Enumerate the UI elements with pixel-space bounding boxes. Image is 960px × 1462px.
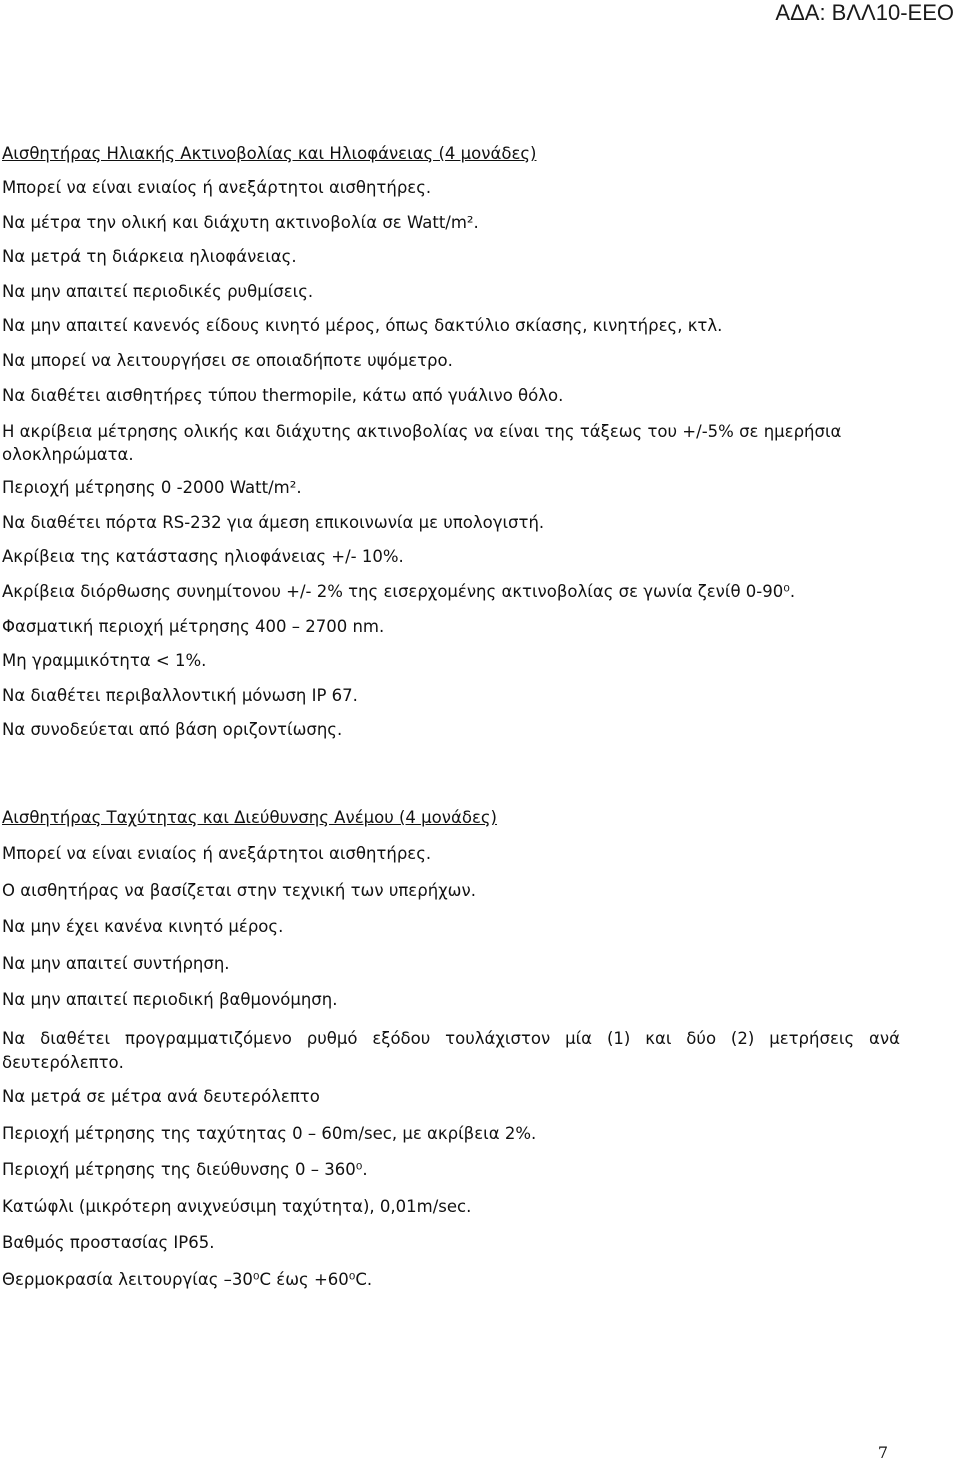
solar-radiation-sensor-section [2,144,900,755]
spec-line: Να συνοδεύεται από βάση οριζοντίωσης. [2,720,343,740]
spec-line: Μπορεί να είναι ενιαίος ή ανεξάρτητοι αισθητήρες. [2,178,432,197]
spec-line: Κατώφλι (μικρότερη ανιχνεύσιμη ταχύτητα), 0,01m/sec. [2,1196,472,1216]
spec-line: Να μην απαιτεί κανενός είδους κινητό μέρος, όπως δακτύλιο σκίασης, κινητήρες, κτλ. [2,316,723,336]
spec-line: Βαθμός προστασίας IP65. [2,1233,215,1253]
spec-line: Να μετρά τη διάρκεια ηλιοφάνειας. [2,247,297,267]
spec-line: Θερμοκρασία λειτουργίας –30⁰C έως +60⁰C. [2,1269,373,1289]
spec-line: Να διαθέτει αισθητήρες τύπου thermopile, κάτω από γυάλινο θόλο. [2,385,564,405]
spec-line: Να μπορεί να λειτουργήσει σε οποιαδήποτε υψόμετρο. [2,350,453,370]
spec-line: Να μην έχει κανένα κινητό μέρος. [2,917,284,937]
spec-line: Να μην απαιτεί περιοδική βαθμονόμηση. [2,990,338,1010]
spec-line: Η ακρίβεια μέτρησης ολικής και διάχυτης ακτινοβολίας να είναι της τάξεως του +/-5% σε ημερήσια ολοκληρώματα. [2,422,842,465]
spec-line: Μη γραμμικότητα < 1%. [2,651,207,671]
spec-line: Φασματική περιοχή μέτρησης 400 – 2700 nm. [2,616,385,636]
spec-line: Να διαθέτει προγραμματιζόμενο ρυθμό εξόδου τουλάχιστον μία (1) και δύο (2) μετρήσεις ανά δευτερόλεπτο. [2,1028,900,1072]
page-number: 7 [877,1443,888,1462]
spec-line: Να μην απαιτεί συντήρηση. [2,953,230,973]
section-heading: Αισθητήρας Ηλιακής Ακτινοβολίας και Ηλιοφάνειας (4 μονάδες) [2,144,537,163]
spec-line: Να διαθέτει περιβαλλοντική μόνωση IP 67. [2,685,358,705]
spec-line: Περιοχή μέτρησης της διεύθυνσης 0 – 360⁰. [2,1160,368,1180]
spec-line: Να διαθέτει πόρτα RS-232 για άμεση επικοινωνία με υπολογιστή. [2,512,545,532]
spec-line: Ακρίβεια διόρθωσης συνημίτονου +/- 2% της εισερχομένης ακτινοβολίας σε γωνία ζενίθ 0-90⁰. [2,581,796,601]
spec-line: Περιοχή μέτρησης 0 -2000 Watt/m². [2,478,302,498]
wind-sensor-section [2,808,900,1307]
ada-code: ΑΔΑ: ΒΛΛ10-ΕΕΟ [775,0,954,25]
spec-line: Να μην απαιτεί περιοδικές ρυθμίσεις. [2,281,314,301]
spec-line: Να μέτρα την ολική και διάχυτη ακτινοβολία σε Watt/m². [2,212,479,232]
spec-line: Περιοχή μέτρησης της ταχύτητας 0 – 60m/sec, με ακρίβεια 2%. [2,1123,537,1143]
spec-line: Ο αισθητήρας να βασίζεται στην τεχνική των υπερήχων. [2,880,476,900]
spec-line: Μπορεί να είναι ενιαίος ή ανεξάρτητοι αισθητήρες. [2,844,432,863]
spec-line: Ακρίβεια της κατάστασης ηλιοφάνειας +/- 10%. [2,547,404,567]
section-heading: Αισθητήρας Ταχύτητας και Διεύθυνσης Ανέμου (4 μονάδες) [2,808,497,827]
spec-line: Να μετρά σε μέτρα ανά δευτερόλεπτο [2,1086,320,1106]
